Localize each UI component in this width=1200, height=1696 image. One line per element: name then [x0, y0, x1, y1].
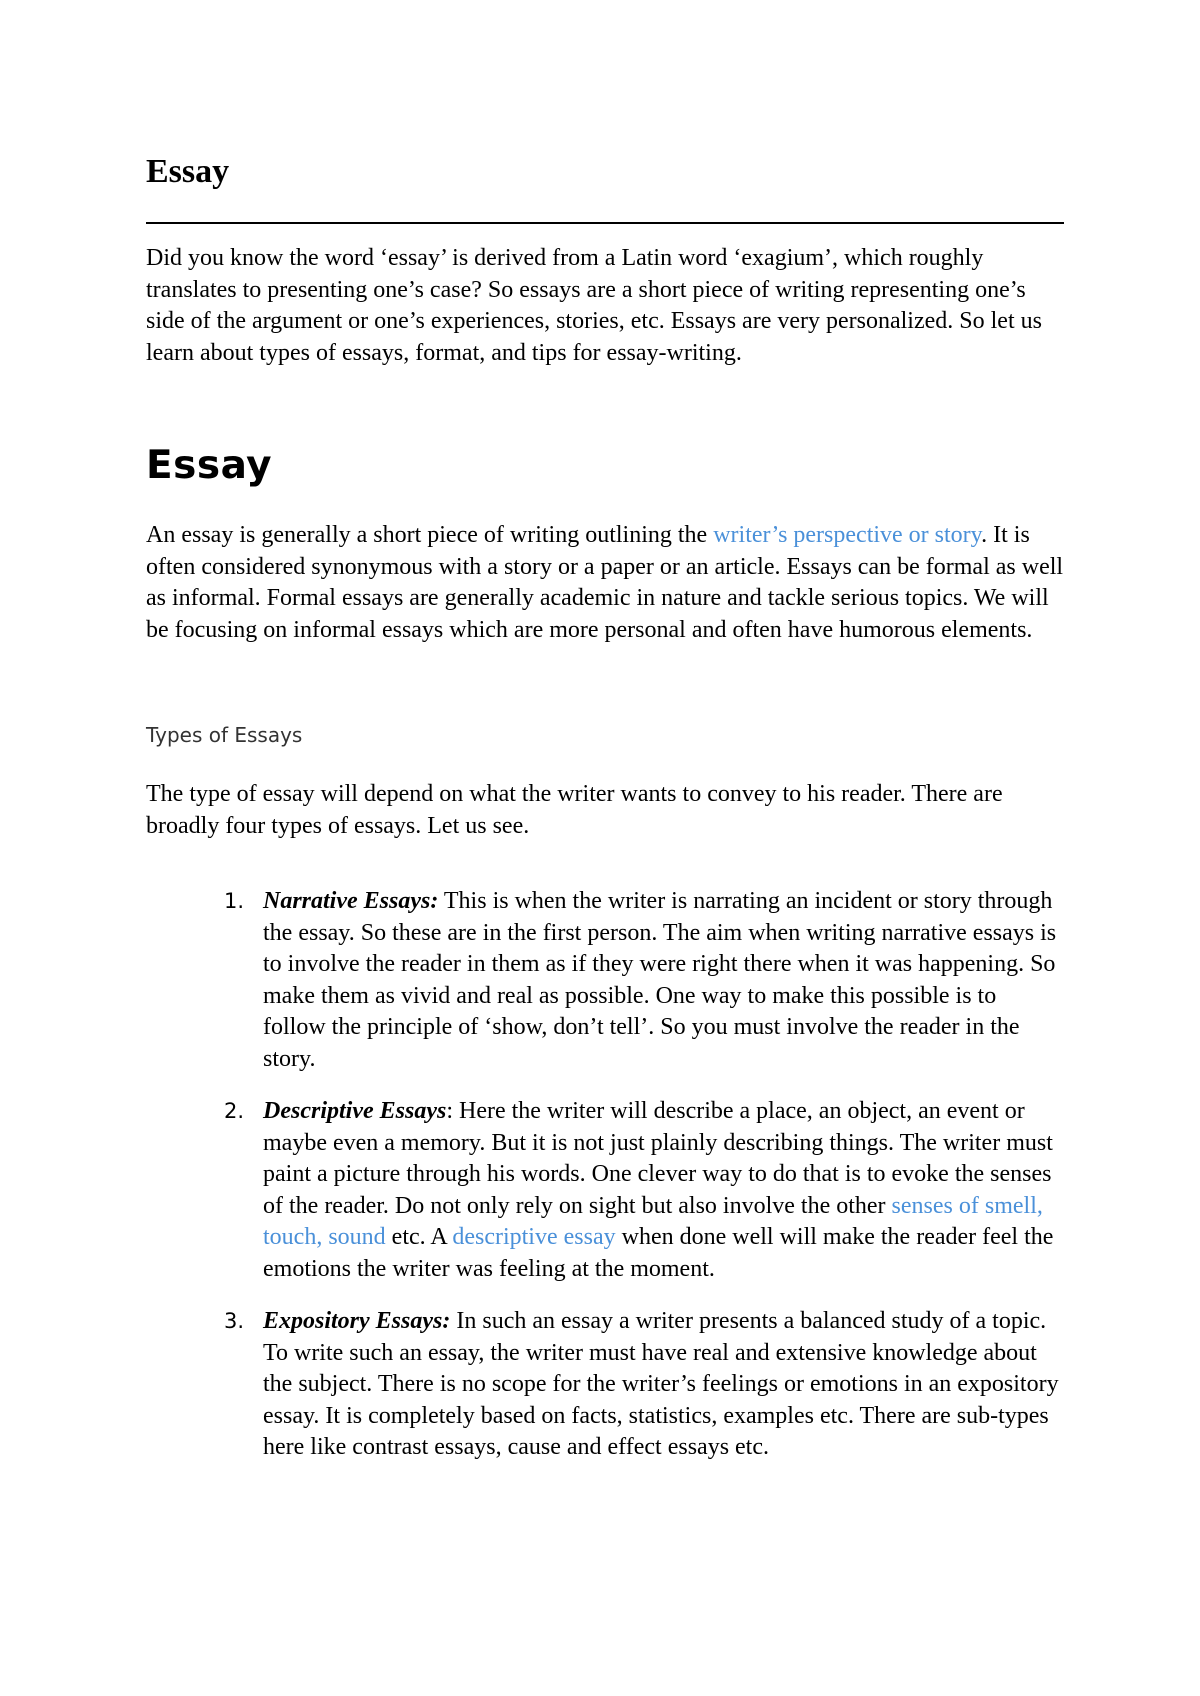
- types-intro-paragraph: The type of essay will depend on what the writer wants to convey to his reader. There are broadly four types of essays. Let us see.: [146, 781, 1003, 839]
- list-number: 1.: [224, 889, 245, 913]
- section-heading: Essay: [146, 443, 273, 488]
- definition-paragraph: [146, 520, 1064, 646]
- senses-link[interactable]: senses of smell, touch, sound: [263, 1192, 1043, 1250]
- list-item-narrative: [146, 886, 1064, 1075]
- writers-perspective-link[interactable]: writer’s perspective or story: [713, 522, 982, 548]
- definition-text-before: An essay is generally a short piece of writing outlining the: [146, 522, 714, 548]
- title-divider: [146, 222, 1064, 224]
- list-item-expository: [146, 1306, 1064, 1464]
- list-number: 2.: [224, 1099, 245, 1123]
- intro-paragraph: Did you know the word ‘essay’ is derived from a Latin word ‘exagium’, which roughly translates to presenting one’s case? So essays are a short piece of writing representing one’s side of the argument or one’s experiences, stories, etc. Essays are very personalized. So let us learn about types of essays, format, and tips for essay-writing.: [146, 245, 1042, 366]
- list-item-term: Expository Essays:: [263, 1308, 451, 1334]
- essay-types-list: [146, 886, 1064, 1485]
- types-heading: Types of Essays: [146, 723, 303, 747]
- list-item-text: etc. A: [385, 1224, 453, 1250]
- list-number: 3.: [224, 1309, 245, 1333]
- list-item-text: This is when the writer is narrating an incident or story through the essay. So these are in the first person. The aim when writing narrative essays is to involve the reader in them as if they were right there when it was happening. So make them as vivid and real as possible. One way to make this possible is to follow the principle of ‘show, don’t tell’. So you must involve the reader in the story.: [263, 888, 1057, 1072]
- descriptive-essay-link[interactable]: descriptive essay: [452, 1224, 616, 1250]
- list-item-text: In such an essay a writer presents a balanced study of a topic. To write such an essay, the writer must have real and extensive knowledge about the subject. There is no scope for the writer’s feelings or emotions in an expository essay. It is completely based on facts, statistics, examples etc. There are sub-types here like contrast essays, cause and effect essays etc.: [263, 1308, 1059, 1460]
- page-title: Essay: [146, 153, 230, 190]
- list-item-text: : Here the writer will describe a place, an object, an event or maybe even a memory. But it is not just plainly describing things. The writer must paint a picture through his words. One clever way to do that is to evoke the senses of the reader. Do not only rely on sight but also involve the other: [263, 1098, 1053, 1219]
- definition-text-after: . It is often considered synonymous with a story or a paper or an article. Essays can be formal as well as informal. Formal essays are generally academic in nature and tackle serious topics. We will be focusing on informal essays which are more personal and often have humorous elements.: [146, 522, 1064, 643]
- list-item-term: Descriptive Essays: [263, 1098, 447, 1124]
- list-item-text: when done well will make the reader feel the emotions the writer was feeling at the moment.: [263, 1224, 1054, 1282]
- list-item-term: Narrative Essays:: [263, 888, 439, 914]
- list-item-descriptive: [146, 1096, 1064, 1285]
